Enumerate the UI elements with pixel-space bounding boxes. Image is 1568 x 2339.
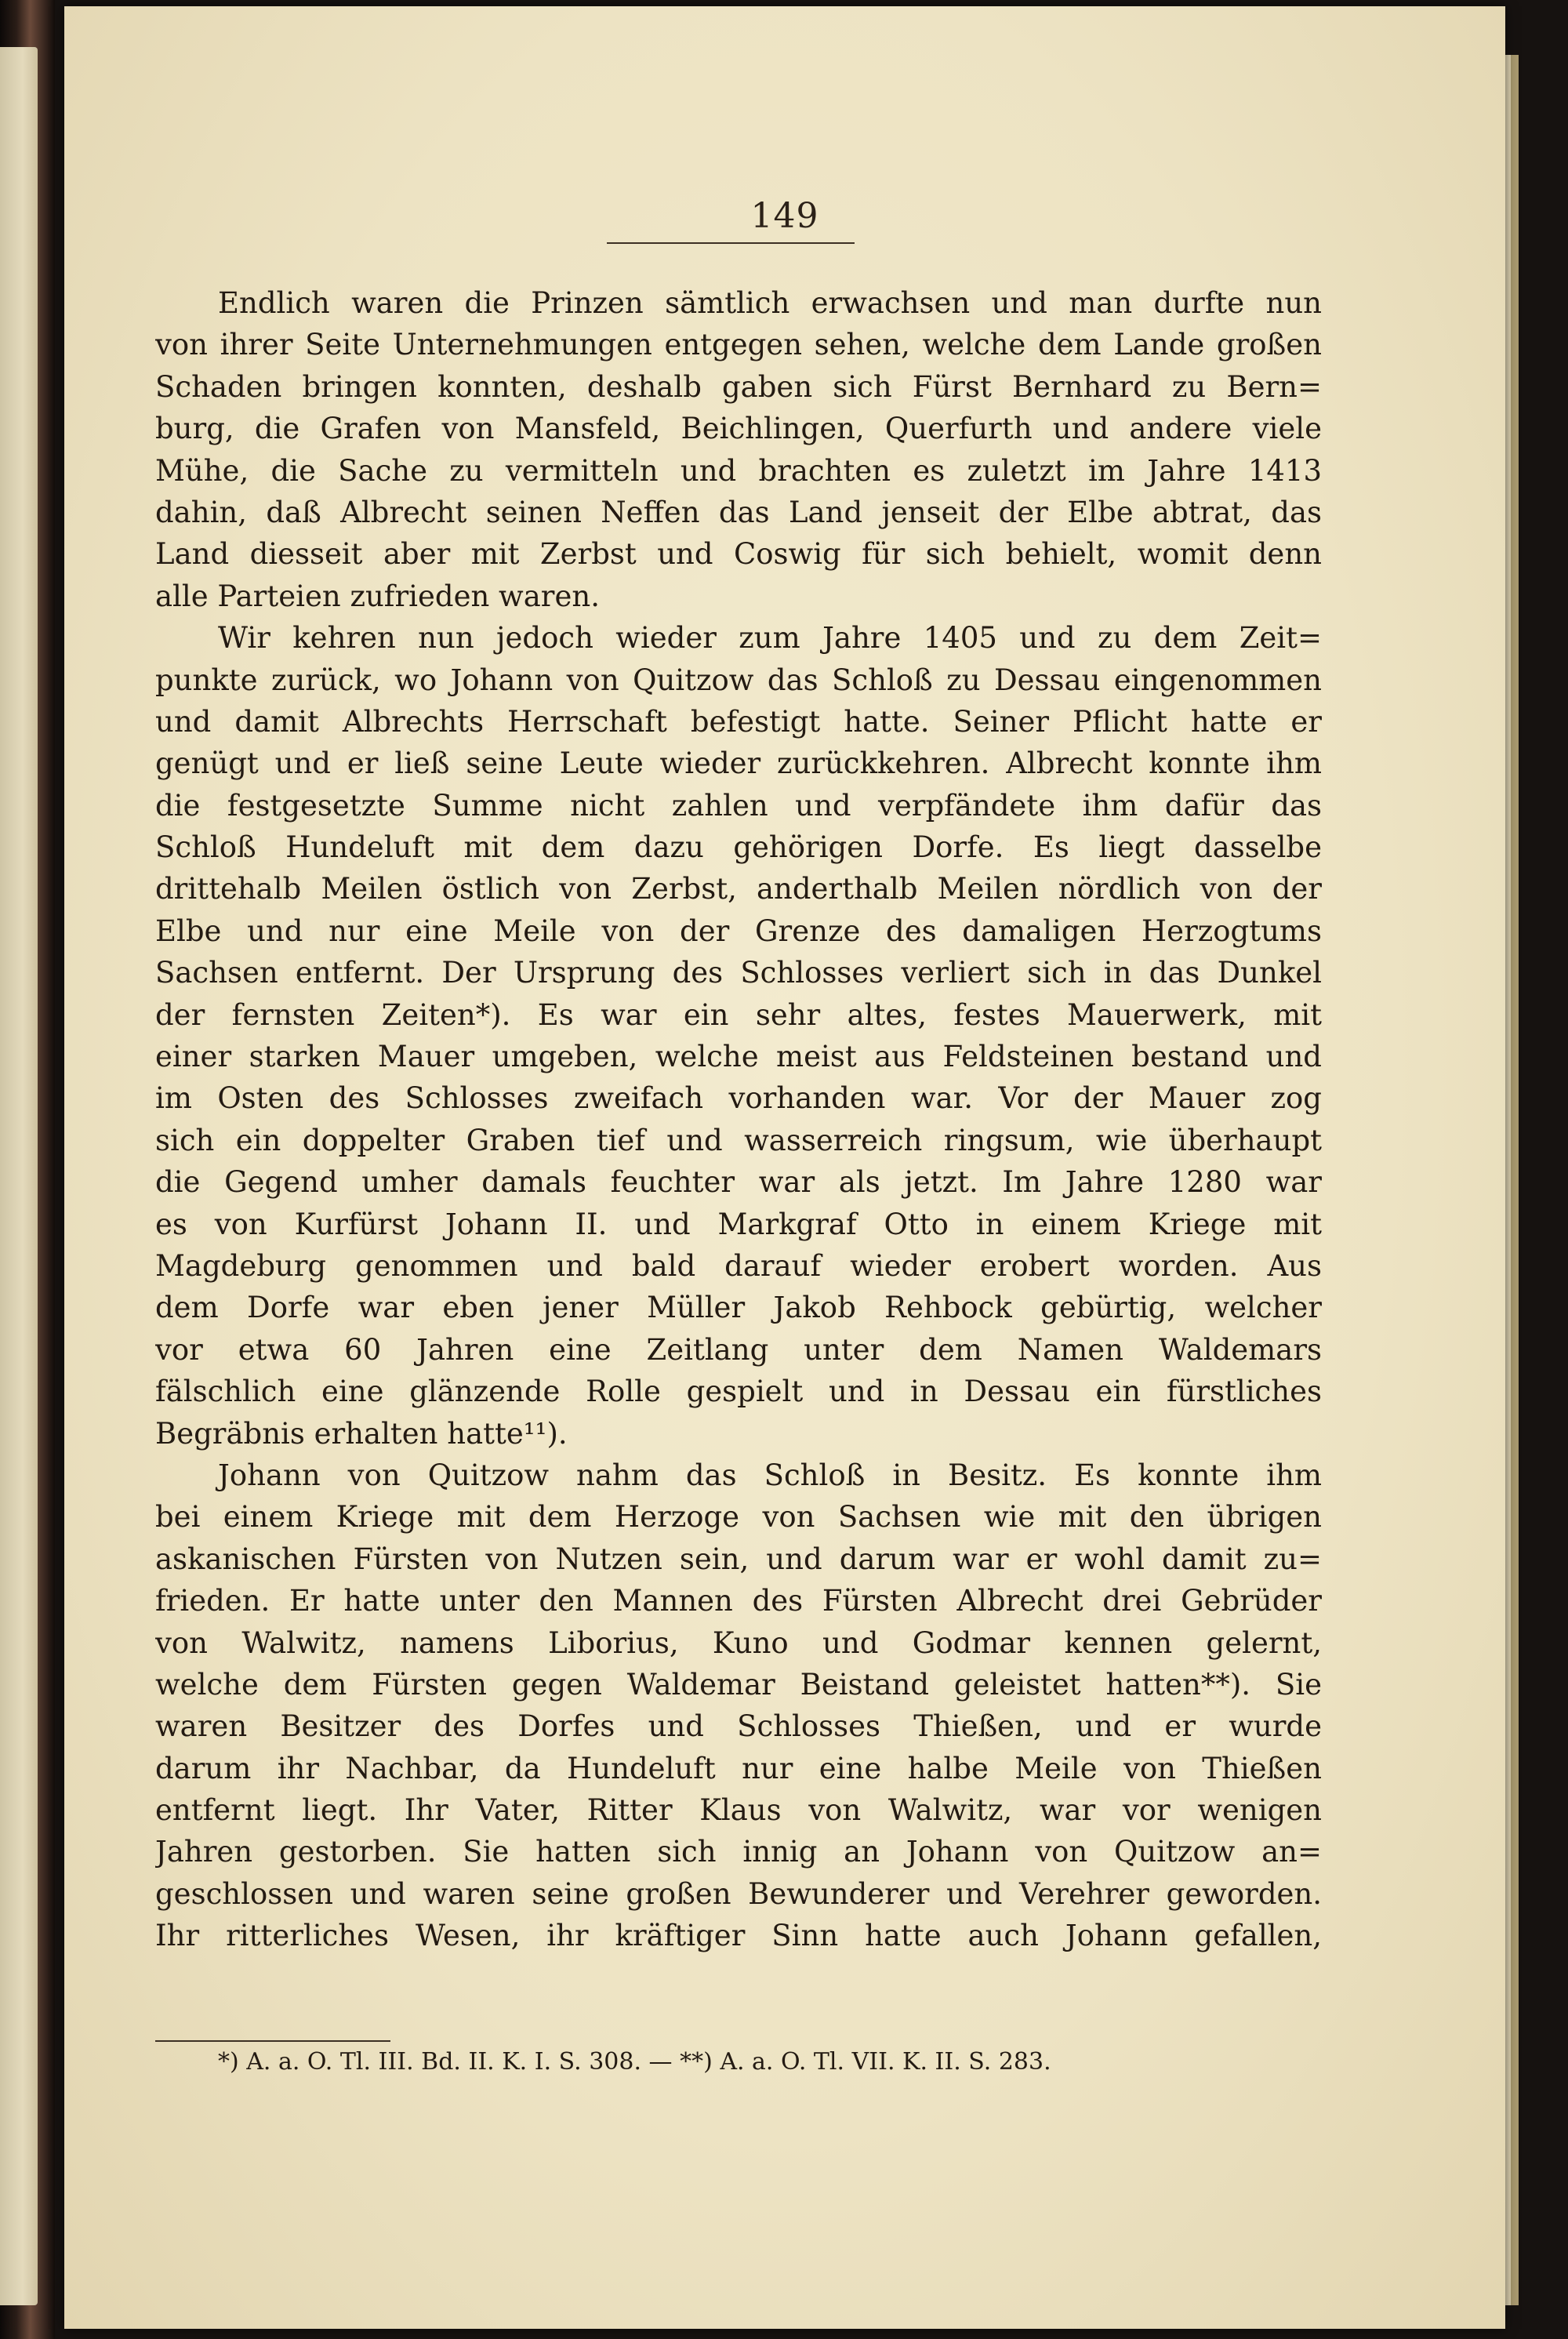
page-stack-edge [1511, 55, 1519, 2305]
text-line: bei einem Kriege mit dem Herzoge von Sachsen wie mit den übrigen [155, 1500, 1322, 1535]
text-line: im Osten des Schlosses zweifach vorhanden war. Vor der Mauer zog [155, 1081, 1322, 1116]
text-line: Mühe, die Sache zu vermitteln und brachten es zuletzt im Jahre 1413 [155, 453, 1322, 488]
text-line: punkte zurück, wo Johann von Quitzow das Schloß zu Dessau eingenommen [155, 663, 1322, 697]
text-line: dem Dorfe war eben jener Müller Jakob Rehbock gebürtig, welcher [155, 1291, 1322, 1325]
text-line: Schaden bringen konnten, deshalb gaben sich Fürst Bernhard zu Bern= [155, 369, 1322, 404]
text-line: und damit Albrechts Herrschaft befestigt hatte. Seiner Pflicht hatte er [155, 704, 1322, 739]
text-line: darum ihr Nachbar, da Hundeluft nur eine halbe Meile von Thießen [155, 1751, 1322, 1785]
text-line: Magdeburg genommen und bald darauf wieder erobert worden. Aus [155, 1248, 1322, 1283]
text-line: waren Besitzer des Dorfes und Schlosses Thießen, und er wurde [155, 1709, 1322, 1744]
text-line: Wir kehren nun jedoch wieder zum Jahre 1405 und zu dem Zeit= [218, 621, 1322, 656]
page-number: 149 [750, 196, 819, 236]
page-stack-edge [1504, 55, 1511, 2305]
text-line: geschlossen und waren seine großen Bewunderer und Verehrer geworden. [155, 1876, 1322, 1911]
text-line: vor etwa 60 Jahren eine Zeitlang unter dem Namen Waldemars [155, 1332, 1322, 1367]
text-line: Endlich waren die Prinzen sämtlich erwachsen und man durfte nun [218, 286, 1322, 320]
text-line: Johann von Quitzow nahm das Schloß in Besitz. Es konnte ihm [218, 1458, 1322, 1492]
text-line: genügt und er ließ seine Leute wieder zurückkehren. Albrecht konnte ihm [155, 746, 1322, 781]
text-line: welche dem Fürsten gegen Waldemar Beistand geleistet hatten**). Sie [155, 1667, 1322, 1702]
text-line: die festgesetzte Summe nicht zahlen und verpfändete ihm dafür das [155, 788, 1322, 823]
text-line: askanischen Fürsten von Nutzen sein, und darum war er wohl damit zu= [155, 1542, 1322, 1576]
text-line: einer starken Mauer umgeben, welche meist aus Feldsteinen bestand und [155, 1040, 1322, 1074]
text-line: burg, die Grafen von Mansfeld, Beichlingen, Querfurth und andere viele [155, 412, 1322, 446]
text-line: Land diesseit aber mit Zerbst und Coswig für sich behielt, womit denn [155, 537, 1322, 572]
text-line: Schloß Hundeluft mit dem dazu gehörigen Dorfe. Es liegt dasselbe [155, 830, 1322, 865]
text-line: entfernt liegt. Ihr Vater, Ritter Klaus von Walwitz, war vor wenigen [155, 1793, 1322, 1828]
footnote: *) A. a. O. Tl. III. Bd. II. K. I. S. 308. — **) A. a. O. Tl. VII. K. II. S. 283. [218, 2048, 1051, 2076]
text-line: Elbe und nur eine Meile von der Grenze des damaligen Herzogtums [155, 913, 1322, 948]
text-line: Sachsen entfernt. Der Ursprung des Schlosses verliert sich in das Dunkel [155, 956, 1322, 990]
text-line: fälschlich eine glänzende Rolle gespielt und in Dessau ein fürstliches [155, 1375, 1322, 1409]
previous-page-edge [0, 47, 38, 2305]
header-rule [607, 242, 855, 244]
body-text [155, 282, 1322, 1957]
text-line: von ihrer Seite Unternehmungen entgegen sehen, welche dem Lande großen [155, 328, 1322, 362]
text-line: die Gegend umher damals feuchter war als jetzt. Im Jahre 1280 war [155, 1165, 1322, 1200]
text-line: alle Parteien zufrieden waren. [155, 579, 600, 613]
footnote-rule [155, 2040, 390, 2042]
text-line: es von Kurfürst Johann II. und Markgraf Otto in einem Kriege mit [155, 1207, 1322, 1241]
text-line: von Walwitz, namens Liborius, Kuno und Godmar kennen gelernt, [155, 1625, 1322, 1660]
text-line: Begräbnis erhalten hatte¹¹). [155, 1416, 568, 1451]
text-line: Jahren gestorben. Sie hatten sich innig an Johann von Quitzow an= [155, 1835, 1322, 1869]
text-line: sich ein doppelter Graben tief und wasserreich ringsum, wie überhaupt [155, 1123, 1322, 1157]
text-line: drittehalb Meilen östlich von Zerbst, anderthalb Meilen nördlich von der [155, 872, 1322, 906]
text-line: dahin, daß Albrecht seinen Neffen das Land jenseit der Elbe abtrat, das [155, 495, 1322, 529]
text-line: frieden. Er hatte unter den Mannen des Fürsten Albrecht drei Gebrüder [155, 1584, 1322, 1618]
text-line: Ihr ritterliches Wesen, ihr kräftiger Sinn hatte auch Johann gefallen, [155, 1919, 1322, 1953]
book-page [64, 6, 1505, 2329]
text-line: der fernsten Zeiten*). Es war ein sehr altes, festes Mauerwerk, mit [155, 997, 1322, 1032]
